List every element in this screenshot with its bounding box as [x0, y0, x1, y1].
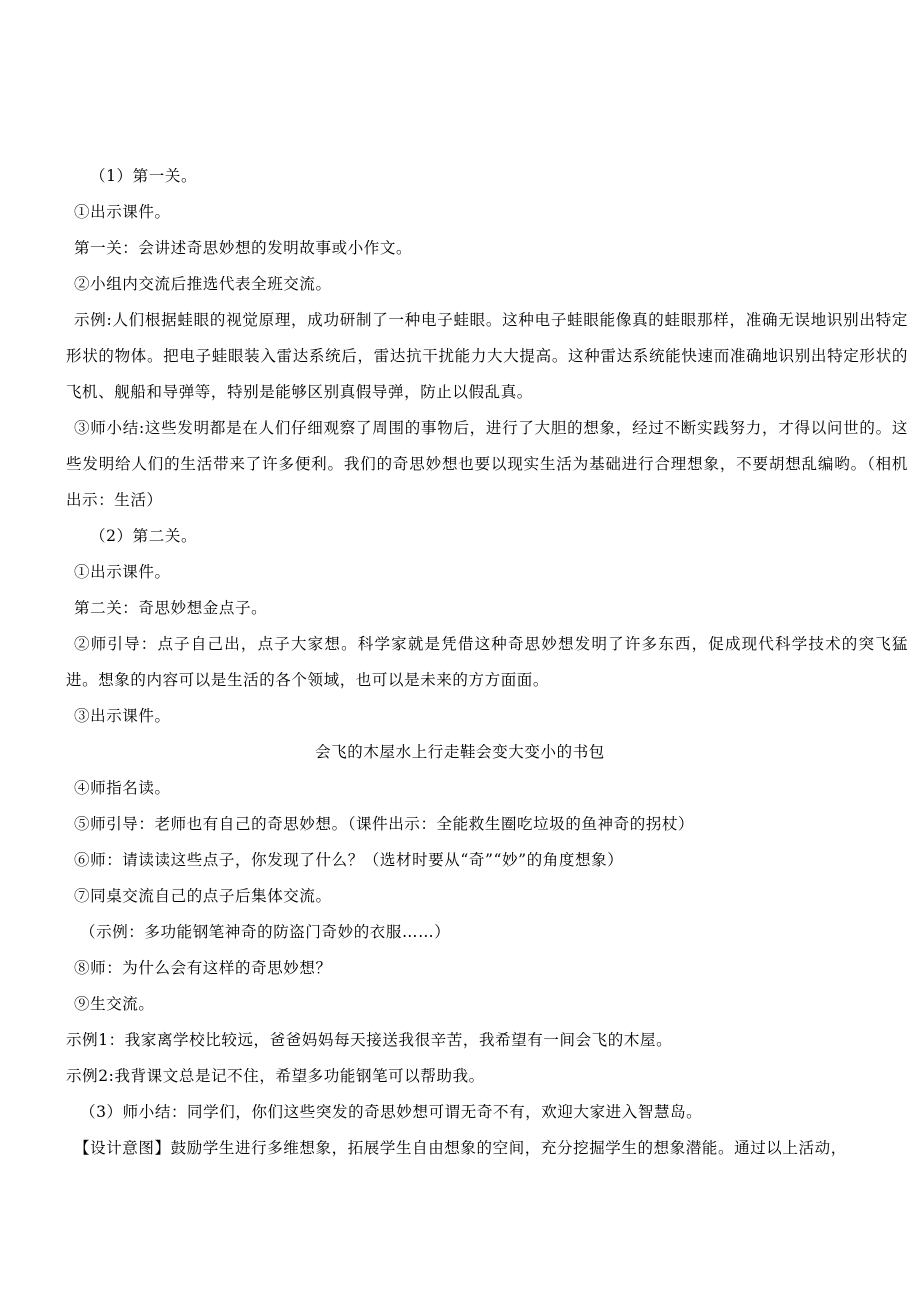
teacher-question-1: ⑥师：请读读这些点子，你发现了什么？（选材时要从“奇”“妙”的角度想象） — [74, 851, 624, 869]
example-2: 示例2:我背课文总是记不住，希望多功能钢笔可以帮助我。 — [66, 1067, 485, 1085]
teacher-guide-1 — [66, 626, 908, 698]
courseware-ideas-line: 会飞的木屋水上行走鞋会变大变小的书包 — [315, 743, 605, 761]
section-3-summary: （3）师小结：同学们，你们这些突发的奇思妙想可谓无奇不有，欢迎大家进入智慧岛。 — [80, 1103, 703, 1121]
teacher-summary-1-text: ③师小结:这些发明都是在人们仔细观察了周围的事物后，进行了大胆的想象，经过不断实践努力，才得以问世的。这些发明给人们的生活带来了许多便利。我们的奇思妙想也要以现实生活为基础进行合理想象，不要胡想乱编哟。（相机出示：生活） — [66, 419, 908, 509]
example-1: 示例1：我家离学校比较远，爸爸妈妈每天接送我很辛苦，我希望有一间会飞的木屋。 — [66, 1031, 673, 1049]
design-intent: 【设计意图】鼓励学生进行多维想象，拓展学生自由想象的空间，充分挖掘学生的想象潜能。通过以上活动， — [74, 1139, 847, 1157]
step-name-reading: ④师指名读。 — [74, 779, 171, 797]
teacher-guide-1-text: ②师引导：点子自己出，点子大家想。科学家就是凭借这种奇思妙想发明了许多东西，促成现代科学技术的突飞猛进。想象的内容可以是生活的各个领域，也可以是未来的方方面面。 — [66, 635, 908, 689]
step-show-courseware-1: ①出示课件。 — [74, 203, 171, 221]
step-student-exchange: ⑨生交流。 — [74, 995, 155, 1013]
step-show-courseware-3: ③出示课件。 — [74, 707, 171, 725]
teacher-guide-2: ⑤师引导：老师也有自己的奇思妙想。（课件出示：全能救生圈吃垃圾的鱼神奇的拐杖） — [74, 815, 695, 833]
section-2-heading: （2）第二关。 — [90, 527, 198, 545]
section-1-heading: （1）第一关。 — [90, 167, 198, 185]
level-1-task: 第一关：会讲述奇思妙想的发明故事或小作文。 — [74, 239, 413, 257]
example-frog-eye — [66, 302, 908, 410]
example-frog-eye-text: 示例:人们根据蛙眼的视觉原理，成功研制了一种电子蛙眼。这种电子蛙眼能像真的蛙眼那样，准确无误地识别出特定形状的物体。把电子蛙眼装入雷达系统后，雷达抗干扰能力大大提高。这种雷达系统能快速而准确地识别出特定形状的飞机、舰船和导弹等，特别是能够区别真假导弹，防止以假乱真。 — [66, 311, 908, 401]
step-show-courseware-2: ①出示课件。 — [74, 563, 171, 581]
level-2-task: 第二关：奇思妙想金点子。 — [74, 599, 268, 617]
teacher-question-2: ⑧师：为什么会有这样的奇思妙想？ — [74, 959, 332, 977]
step-deskmate-exchange: ⑦同桌交流自己的点子后集体交流。 — [74, 887, 332, 905]
example-ideas: （示例：多功能钢笔神奇的防盗门奇妙的衣服……） — [80, 923, 451, 941]
step-group-exchange: ②小组内交流后推选代表全班交流。 — [74, 275, 332, 293]
teacher-summary-1 — [66, 410, 908, 518]
